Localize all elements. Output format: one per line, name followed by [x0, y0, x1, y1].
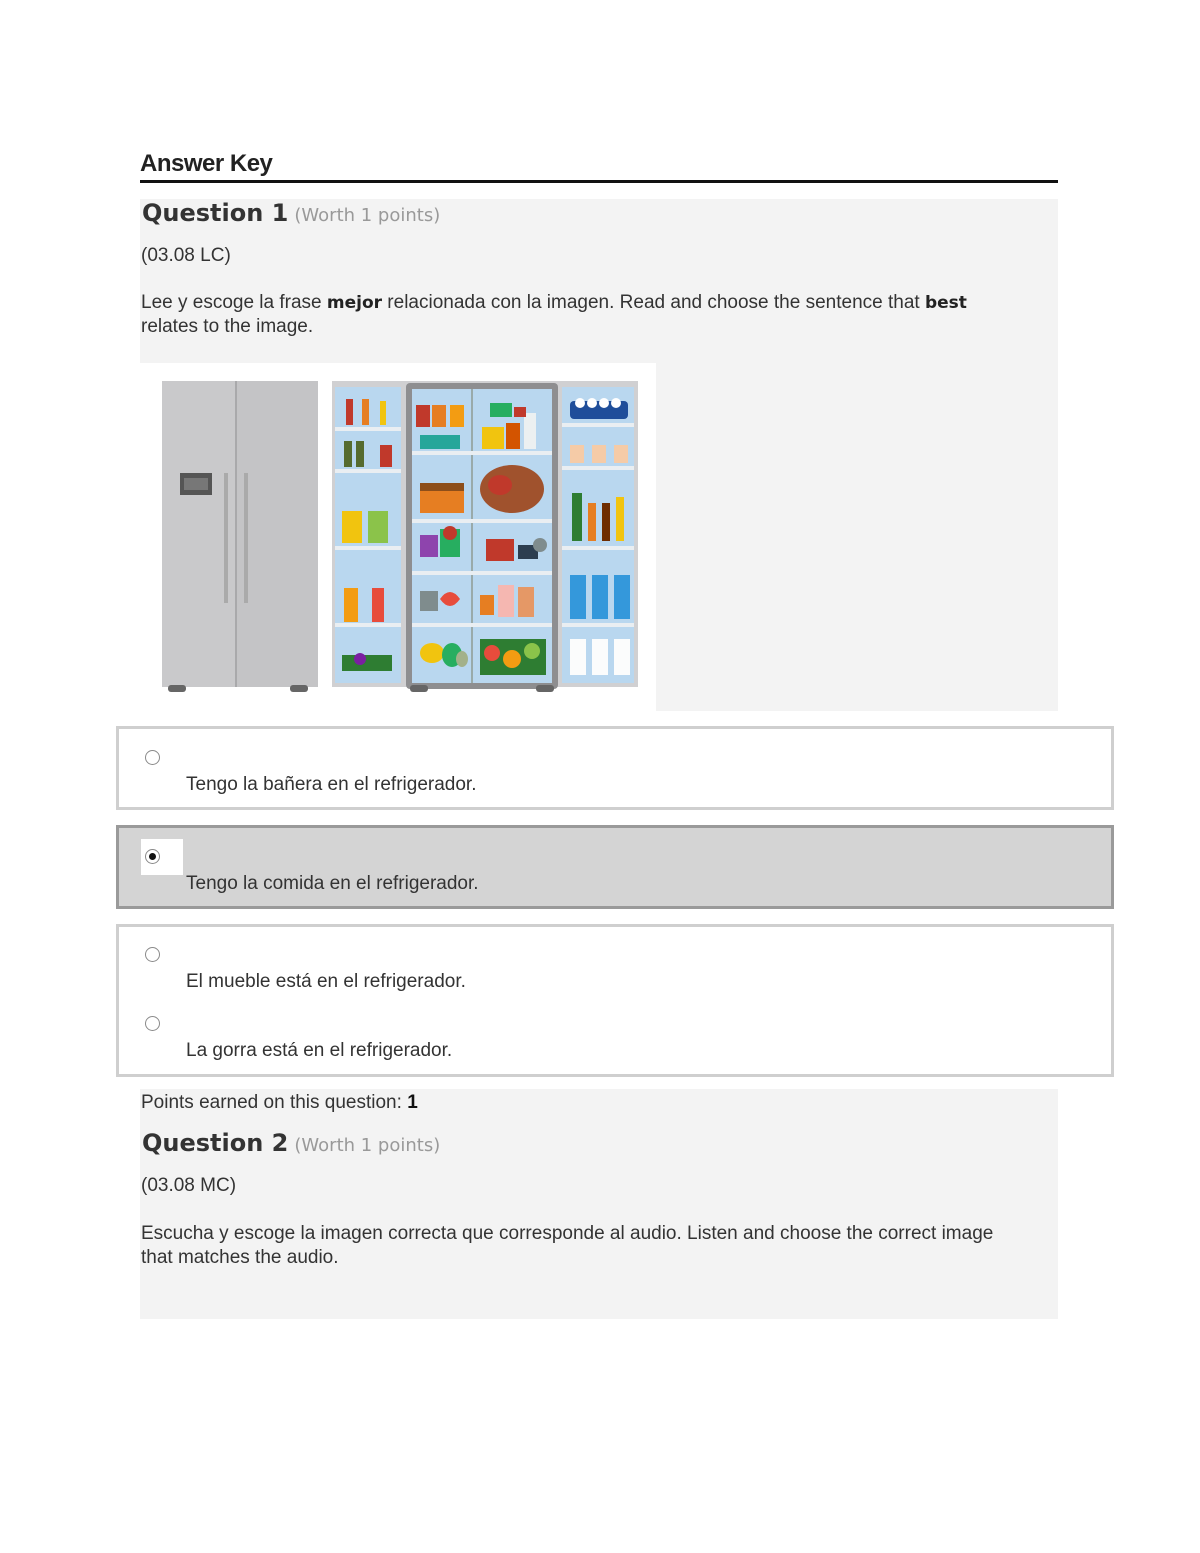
answer-option-2-text: Tengo la comida en el refrigerador. — [186, 873, 479, 894]
open-fridge-illustration — [332, 381, 638, 692]
answer-option-2[interactable] — [116, 825, 1114, 909]
closed-fridge-illustration — [162, 381, 318, 692]
answer-option-1-radio[interactable] — [145, 750, 160, 765]
question-2-code: (03.08 MC) — [141, 1175, 237, 1196]
answer-option-2-radio[interactable] — [145, 849, 160, 864]
points-earned-label: Points earned on this question: — [141, 1092, 408, 1113]
question-2-panel — [140, 1089, 1058, 1319]
page-title: Answer Key — [140, 150, 1058, 183]
question-1-label: Question 1 — [142, 199, 289, 227]
answer-options-group — [116, 924, 1114, 1077]
question-1-prompt: Lee y escoge la frase mejor relacionada con la imagen. Read and choose the sentence that best relates to the image. — [141, 292, 967, 337]
answer-option-3-text[interactable]: El mueble está en el refrigerador. — [186, 971, 466, 992]
question-2-worth: (Worth 1 points) — [294, 1135, 441, 1156]
question-2-header — [142, 1129, 440, 1157]
points-earned — [141, 1092, 418, 1114]
question-1-panel — [140, 199, 1058, 711]
answer-option-4-text[interactable]: La gorra está en el refrigerador. — [186, 1040, 453, 1061]
question-2-label: Question 2 — [142, 1129, 289, 1157]
answer-option-1-text: Tengo la bañera en el refrigerador. — [186, 774, 477, 795]
question-1-code: (03.08 LC) — [141, 245, 231, 266]
question-2-prompt: Escucha y escoge la imagen correcta que corresponde al audio. Listen and choose the correct image that matches the audio. — [141, 1223, 994, 1268]
answer-option-4-radio[interactable] — [145, 1016, 160, 1031]
answer-option-3-radio[interactable] — [145, 947, 160, 962]
question-1-worth: (Worth 1 points) — [294, 205, 441, 226]
points-earned-value: 1 — [407, 1092, 418, 1113]
refrigerator-image — [140, 363, 656, 711]
answer-option-1[interactable] — [116, 726, 1114, 810]
question-1-header — [142, 199, 440, 227]
